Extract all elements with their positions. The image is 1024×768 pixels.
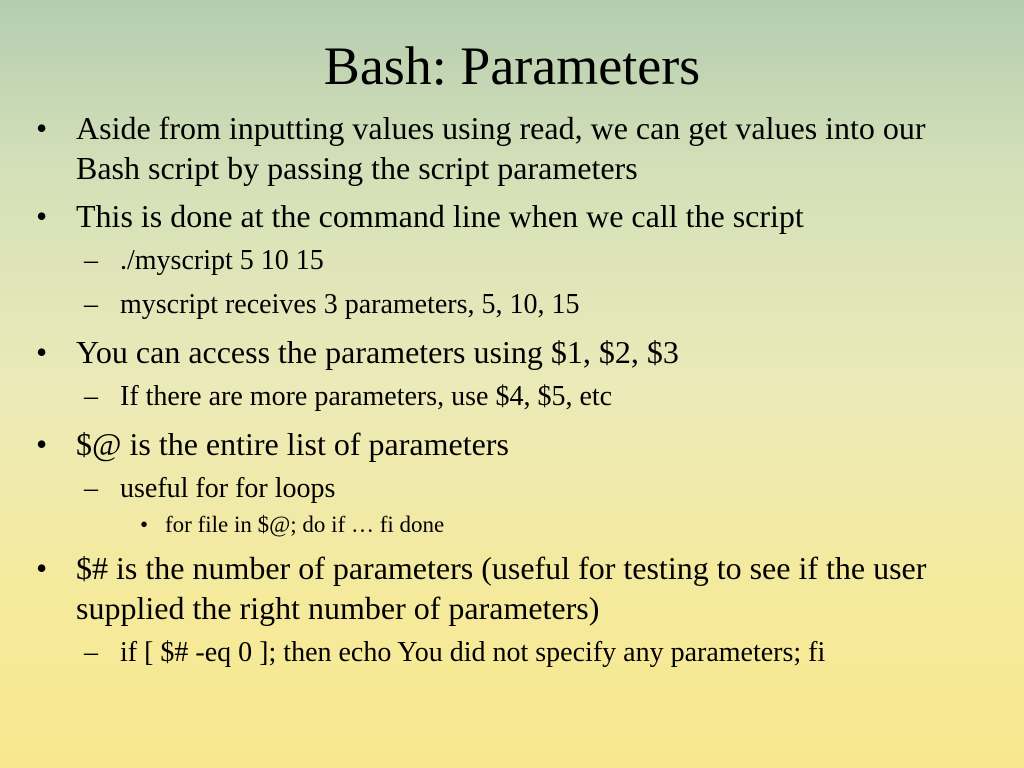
bullet-marker: • xyxy=(36,198,48,234)
sub-bullet-text: myscript receives 3 parameters, 5, 10, 15 xyxy=(120,289,580,320)
sub-bullet-item xyxy=(32,244,992,278)
bullet-text: You can access the parameters using $1, $2, $3 xyxy=(76,334,679,370)
bullet-item xyxy=(32,196,992,236)
sub-bullet-text: ./myscript 5 10 15 xyxy=(120,245,324,276)
dash-marker: – xyxy=(84,245,98,276)
bullet-text: $# is the number of parameters (useful for testing to see if the user supplied the right number of parameters) xyxy=(76,550,927,626)
sub-bullet-item xyxy=(32,472,992,506)
dash-marker: – xyxy=(84,381,98,412)
sub-bullet-text: useful for for loops xyxy=(120,473,336,504)
bullet-text: $@ is the entire list of parameters xyxy=(76,426,509,462)
sub-bullet-text: if [ $# -eq 0 ]; then echo You did not specify any parameters; fi xyxy=(120,637,826,668)
sub-bullet-item xyxy=(32,636,992,670)
bullet-text: Aside from inputting values using read, we can get values into our Bash script by passing the script parameters xyxy=(76,110,926,186)
bullet-item xyxy=(32,332,992,372)
dash-marker: – xyxy=(84,289,98,320)
bullet-marker: • xyxy=(36,550,48,586)
bullet-text: This is done at the command line when we call the script xyxy=(76,198,804,234)
slide-body xyxy=(32,108,992,680)
sub-bullet-item xyxy=(32,288,992,322)
slide-title: Bash: Parameters xyxy=(323,36,701,96)
bullet-marker: • xyxy=(36,426,48,462)
bullet-marker: • xyxy=(140,512,149,537)
sub-bullet-item xyxy=(32,380,992,414)
dash-marker: – xyxy=(84,473,98,504)
sub-bullet-text: If there are more parameters, use $4, $5, etc xyxy=(120,381,613,412)
dash-marker: – xyxy=(84,637,98,668)
bullet-item xyxy=(32,108,992,188)
bullet-item xyxy=(32,424,992,464)
bullet-marker: • xyxy=(36,110,48,146)
bullet-item xyxy=(32,548,992,628)
bullet-marker: • xyxy=(36,334,48,370)
sub-sub-bullet-item xyxy=(32,510,992,540)
sub-sub-bullet-text: for file in $@; do if … fi done xyxy=(165,512,445,537)
